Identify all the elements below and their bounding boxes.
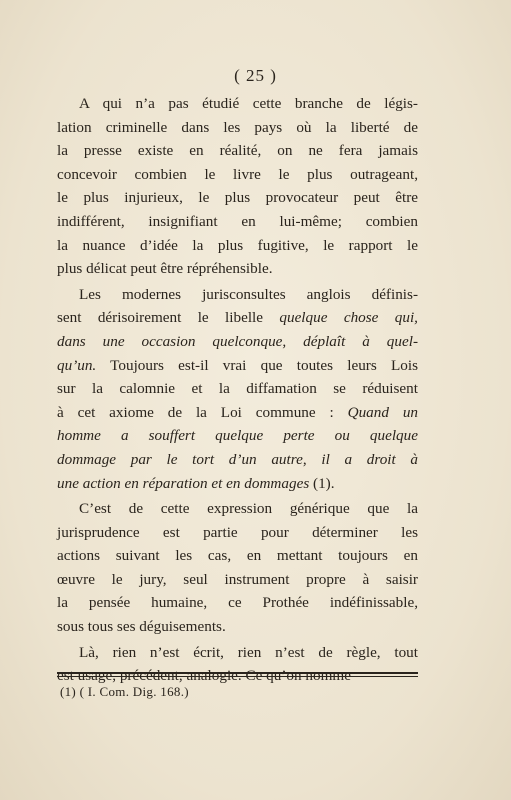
text-run: sent dérisoirement le libelle <box>57 309 280 327</box>
text-run: (1). <box>309 474 335 492</box>
text-line <box>57 234 418 258</box>
page-number: ( 25 ) <box>234 66 277 85</box>
text-run: plus délicat peut être répréhensible. <box>57 260 273 278</box>
text-line <box>57 163 418 187</box>
text-line <box>57 472 418 496</box>
italic-text: une action en réparation et en dommages <box>57 474 310 492</box>
text-run: la pensée humaine, ce Prothée indéfinissable, <box>57 594 418 612</box>
text-line <box>57 615 418 639</box>
text-run: lation criminelle dans les pays où la liberté de <box>57 118 418 136</box>
text-line <box>57 641 418 665</box>
footnote: (1) ( I. Com. Dig. 168.) <box>60 684 189 699</box>
text-run: sur la calomnie et la diffamation se réduisent <box>57 380 418 398</box>
text-run: indifférent, insignifiant en lui-même; combien <box>57 212 418 230</box>
paragraph <box>57 92 418 281</box>
text-line <box>57 377 418 401</box>
text-run: jurisprudence est partie pour déterminer les <box>57 523 418 541</box>
italic-text: qu’un. <box>57 356 97 374</box>
text-line <box>57 401 418 425</box>
text-run: le plus injurieux, le plus provocateur peut être <box>57 189 418 207</box>
text-line <box>57 497 418 521</box>
text-line <box>57 354 418 378</box>
text-line <box>57 257 418 281</box>
italic-text: il a droit à <box>321 450 419 468</box>
footnote-separator-thick <box>57 672 418 674</box>
italic-text: Quand un <box>347 403 419 421</box>
text-line <box>57 568 418 592</box>
text-run: concevoir combien le livre le plus outrageant, <box>57 165 418 183</box>
text-run: actions suivant les cas, en mettant toujours en <box>57 547 418 565</box>
text-line <box>57 330 418 354</box>
paragraph <box>57 641 418 688</box>
text-run: la presse existe en réalité, on ne fera jamais <box>57 142 418 160</box>
text-run: , <box>302 450 322 468</box>
paragraph <box>57 497 418 639</box>
text-line <box>57 306 418 330</box>
italic-text: homme a souffert quelque perte ou quelque <box>57 427 418 445</box>
italic-text: quelque chose qui, <box>279 309 418 327</box>
italic-text: dans une occasion quelconque, déplaît à quel- <box>57 332 418 350</box>
body-text <box>57 92 418 690</box>
paragraph <box>57 283 418 495</box>
italic-text: dommage par le tort d’un autre <box>57 450 303 468</box>
text-run: Les modernes jurisconsultes anglois définis- <box>79 285 418 303</box>
text-line <box>57 448 418 472</box>
text-line <box>57 210 418 234</box>
text-run: sous tous ses déguisements. <box>57 618 226 636</box>
text-line <box>57 283 418 307</box>
text-run: la nuance d’idée la plus fugitive, le rapport le <box>57 236 418 254</box>
text-run: Toujours est-il vrai que toutes leurs Lois <box>96 356 418 374</box>
text-line <box>57 186 418 210</box>
text-line <box>57 139 418 163</box>
text-run: Là, rien n’est écrit, rien n’est de règle, tout <box>79 643 418 661</box>
text-line <box>57 521 418 545</box>
text-line <box>57 424 418 448</box>
footnote-separator-thin <box>57 676 418 677</box>
text-run: C’est de cette expression générique que la <box>79 500 418 518</box>
text-line <box>57 591 418 615</box>
text-line <box>57 544 418 568</box>
text-run: A qui n’a pas étudié cette branche de légis- <box>79 95 418 112</box>
text-line <box>57 92 418 116</box>
text-run: à cet axiome de la Loi commune : <box>57 403 348 421</box>
text-line <box>57 116 418 140</box>
text-run: œuvre le jury, seul instrument propre à saisir <box>57 570 418 588</box>
